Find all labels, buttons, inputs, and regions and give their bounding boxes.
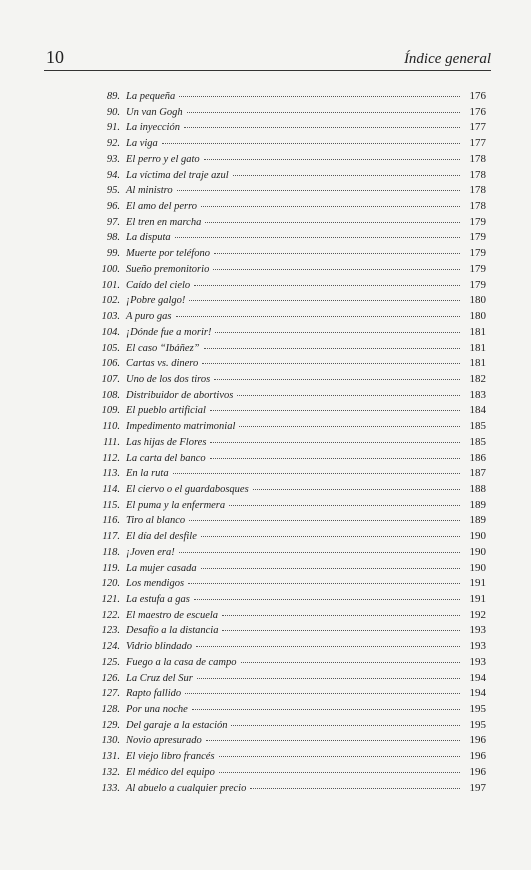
entry-title: Sueño premonitorio: [126, 263, 210, 275]
entry-title: Vidrio blindado: [126, 641, 193, 653]
dot-leader: [176, 308, 460, 317]
entry-page-number: 184: [469, 404, 486, 417]
dot-leader: [188, 575, 460, 584]
entry-number: 105.: [101, 342, 120, 354]
entry-page-number: 185: [469, 435, 486, 448]
entry-number: 92.: [106, 138, 120, 150]
entry-page-number: 195: [469, 703, 486, 716]
entry-title: La viga: [126, 138, 158, 150]
entry-title: En la ruta: [126, 468, 169, 480]
dot-leader: [177, 182, 460, 191]
entry-page-number: 196: [469, 765, 486, 778]
entry-page-number: 189: [469, 498, 486, 511]
entry-title: Rapto fallido: [126, 688, 182, 700]
entry-page-number: 178: [469, 152, 486, 165]
dot-leader: [239, 418, 460, 427]
entry-page-number: 183: [469, 388, 486, 401]
entry-title: Al abuelo a cualquier precio: [126, 782, 247, 794]
entry-number: 123.: [101, 625, 120, 637]
entry-page-number: 180: [469, 310, 486, 323]
entry-title: Impedimento matrimonial: [126, 421, 236, 433]
entry-number: 96.: [106, 201, 120, 213]
entry-number: 133.: [101, 782, 120, 794]
entry-page-number: 195: [469, 718, 486, 731]
entry-number: 102.: [101, 295, 120, 307]
entry-page-number: 188: [469, 482, 486, 495]
entry-title: Muerte por teléfono: [126, 248, 210, 260]
entry-title: Los mendigos: [126, 578, 185, 590]
entry-number: 95.: [106, 185, 120, 197]
entry-number: 121.: [101, 594, 120, 605]
entry-title: Tiro al blanco: [126, 515, 186, 527]
entry-page-number: 186: [469, 451, 486, 464]
entry-number: 130.: [101, 735, 120, 747]
dot-leader: [229, 497, 460, 506]
dot-leader: [197, 670, 460, 679]
dot-leader: [187, 104, 460, 113]
entry-page-number: 177: [469, 121, 486, 134]
entry-number: 119.: [102, 562, 120, 574]
entry-number: 116.: [102, 515, 120, 527]
dot-leader: [196, 638, 460, 647]
entry-title: Cartas vs. dinero: [126, 358, 199, 370]
entry-title: El amo del perro: [126, 201, 198, 213]
dot-leader: [201, 198, 460, 207]
entry-title: Desafío a la distancia: [126, 625, 219, 637]
entry-page-number: 178: [469, 200, 486, 213]
entry-page-number: 181: [469, 341, 486, 354]
entry-title: ¡Dónde fue a morir!: [126, 326, 212, 338]
entry-page-number: 194: [469, 671, 486, 684]
entry-number: 106.: [101, 358, 120, 370]
dot-leader: [250, 780, 460, 789]
entry-page-number: 179: [469, 231, 486, 244]
dot-leader: [194, 277, 460, 286]
entry-page-number: 187: [469, 467, 486, 480]
entry-number: 99.: [106, 248, 120, 260]
entry-number: 93.: [106, 153, 120, 165]
dot-leader: [222, 607, 460, 616]
dot-leader: [205, 214, 460, 223]
entry-page-number: 191: [469, 593, 486, 605]
dot-leader: [189, 512, 460, 521]
entry-number: 112.: [102, 452, 120, 464]
dot-leader: [233, 167, 460, 176]
entry-title: Por una noche: [126, 704, 188, 716]
entry-page-number: 196: [469, 734, 486, 747]
dot-leader: [173, 465, 460, 474]
dot-leader: [204, 340, 461, 349]
entry-number: 97.: [106, 216, 120, 228]
entry-number: 94.: [106, 169, 120, 181]
entry-number: 127.: [101, 688, 120, 700]
dot-leader: [184, 119, 460, 128]
entry-title: La Cruz del Sur: [126, 672, 193, 684]
entry-title: El ciervo o el guardabosques: [126, 483, 249, 495]
dot-leader: [192, 701, 460, 710]
entry-title: El médico del equipo: [126, 766, 215, 778]
entry-number: 128.: [101, 704, 120, 716]
entry-page-number: 197: [469, 781, 486, 794]
entry-title: El maestro de escuela: [126, 609, 219, 621]
dot-leader: [175, 229, 460, 238]
entry-page-number: 196: [469, 750, 486, 763]
dot-leader: [219, 764, 460, 773]
dot-leader: [194, 591, 460, 600]
entry-page-number: 191: [469, 577, 486, 590]
entry-title: La carta del banco: [126, 452, 206, 464]
entry-title: ¡Pobre galgo!: [126, 295, 186, 307]
entry-number: 110.: [102, 421, 120, 433]
entry-page-number: 179: [469, 278, 486, 291]
entry-page-number: 192: [469, 608, 486, 621]
entry-title: Al ministro: [126, 185, 173, 197]
entry-number: 115.: [102, 499, 120, 511]
entry-page-number: 179: [469, 247, 486, 260]
entry-number: 114.: [102, 483, 120, 495]
entry-page-number: 185: [469, 420, 486, 433]
entry-page-number: 178: [469, 168, 486, 181]
entry-page-number: 182: [469, 372, 486, 385]
entry-title: Novio apresurado: [126, 735, 202, 747]
dot-leader: [189, 292, 460, 301]
table-of-contents: [86, 90, 486, 797]
entry-number: 124.: [101, 641, 120, 653]
entry-page-number: 190: [469, 545, 486, 558]
entry-page-number: 176: [469, 105, 486, 118]
entry-number: 125.: [101, 656, 120, 668]
entry-page-number: 180: [469, 294, 486, 307]
dot-leader: [253, 481, 460, 490]
dot-leader: [214, 371, 460, 380]
entry-page-number: 181: [469, 325, 486, 338]
entry-number: 91.: [106, 122, 120, 134]
dot-leader: [202, 355, 460, 364]
entry-number: 109.: [101, 405, 120, 417]
dot-leader: [210, 450, 460, 459]
entry-title: La pequeña: [126, 91, 176, 102]
dot-leader: [210, 402, 460, 411]
running-title: Índice general: [403, 51, 491, 67]
page-header: [44, 44, 491, 71]
entry-page-number: 189: [469, 514, 486, 527]
entry-number: 117.: [102, 531, 120, 543]
entry-number: 89.: [106, 91, 120, 102]
entry-number: 129.: [101, 719, 120, 731]
entry-page-number: 193: [469, 640, 486, 653]
entry-page-number: 181: [469, 357, 486, 370]
dot-leader: [241, 654, 460, 663]
entry-title: La estufa a gas: [126, 594, 190, 605]
page-number: 10: [46, 47, 64, 67]
dot-leader: [179, 88, 460, 97]
entry-title: El puma y la enfermera: [126, 499, 226, 511]
entry-title: A puro gas: [126, 311, 172, 323]
entry-title: Las hijas de Flores: [126, 436, 207, 448]
entry-title: La mujer casada: [126, 562, 197, 574]
entry-page-number: 176: [469, 90, 486, 102]
entry-number: 131.: [101, 751, 120, 763]
entry-number: 108.: [101, 389, 120, 401]
entry-title: El caso “Ibáñez”: [126, 342, 200, 354]
dot-leader: [201, 560, 460, 569]
entry-number: 98.: [106, 232, 120, 244]
entry-page-number: 190: [469, 561, 486, 574]
entry-page-number: 193: [469, 655, 486, 668]
entry-title: Distribuidor de abortivos: [126, 389, 234, 401]
dot-leader: [210, 434, 460, 443]
entry-number: 90.: [106, 106, 120, 118]
entry-page-number: 177: [469, 137, 486, 150]
dot-leader: [219, 748, 460, 757]
dot-leader: [162, 135, 460, 144]
entry-title: La disputa: [126, 232, 171, 244]
entry-title: Fuego a la casa de campo: [126, 656, 237, 668]
entry-number: 107.: [101, 373, 120, 385]
entry-title: El pueblo artificial: [126, 405, 206, 417]
entry-number: 126.: [101, 672, 120, 684]
entry-number: 118.: [102, 546, 120, 558]
dot-leader: [204, 151, 460, 160]
entry-title: Uno de los dos tiros: [126, 373, 211, 385]
entry-page-number: 190: [469, 530, 486, 543]
entry-title: El viejo libro francés: [126, 751, 215, 763]
entry-page-number: 193: [469, 624, 486, 637]
entry-page-number: 179: [469, 215, 486, 228]
dot-leader: [179, 544, 460, 553]
entry-page-number: 194: [469, 687, 486, 700]
entry-number: 132.: [101, 766, 120, 778]
dot-leader: [206, 732, 460, 741]
dot-leader: [222, 622, 460, 631]
entry-title: ¡Joven era!: [126, 546, 175, 558]
entry-title: El perro y el gato: [126, 153, 200, 165]
entry-title: La víctima del traje azul: [126, 169, 229, 181]
entry-page-number: 179: [469, 262, 486, 275]
dot-leader: [213, 261, 460, 270]
toc-entry: [86, 782, 486, 798]
entry-number: 113.: [102, 468, 120, 480]
dot-leader: [185, 685, 460, 694]
entry-title: Caído del cielo: [126, 279, 191, 291]
entry-number: 111.: [103, 436, 120, 448]
dot-leader: [237, 387, 460, 396]
entry-title: Un van Gogh: [126, 106, 183, 118]
entry-title: El día del desfile: [126, 531, 197, 543]
entry-number: 103.: [101, 311, 120, 323]
dot-leader: [201, 528, 460, 537]
entry-title: Del garaje a la estación: [126, 719, 228, 731]
entry-page-number: 178: [469, 184, 486, 197]
entry-title: El tren en marcha: [126, 216, 202, 228]
entry-title: La inyección: [126, 122, 180, 134]
entry-number: 104.: [101, 326, 120, 338]
dot-leader: [231, 717, 460, 726]
entry-number: 101.: [101, 279, 120, 291]
entry-number: 122.: [101, 609, 120, 621]
entry-number: 100.: [101, 263, 120, 275]
dot-leader: [215, 324, 460, 333]
entry-number: 120.: [101, 578, 120, 590]
dot-leader: [214, 245, 460, 254]
